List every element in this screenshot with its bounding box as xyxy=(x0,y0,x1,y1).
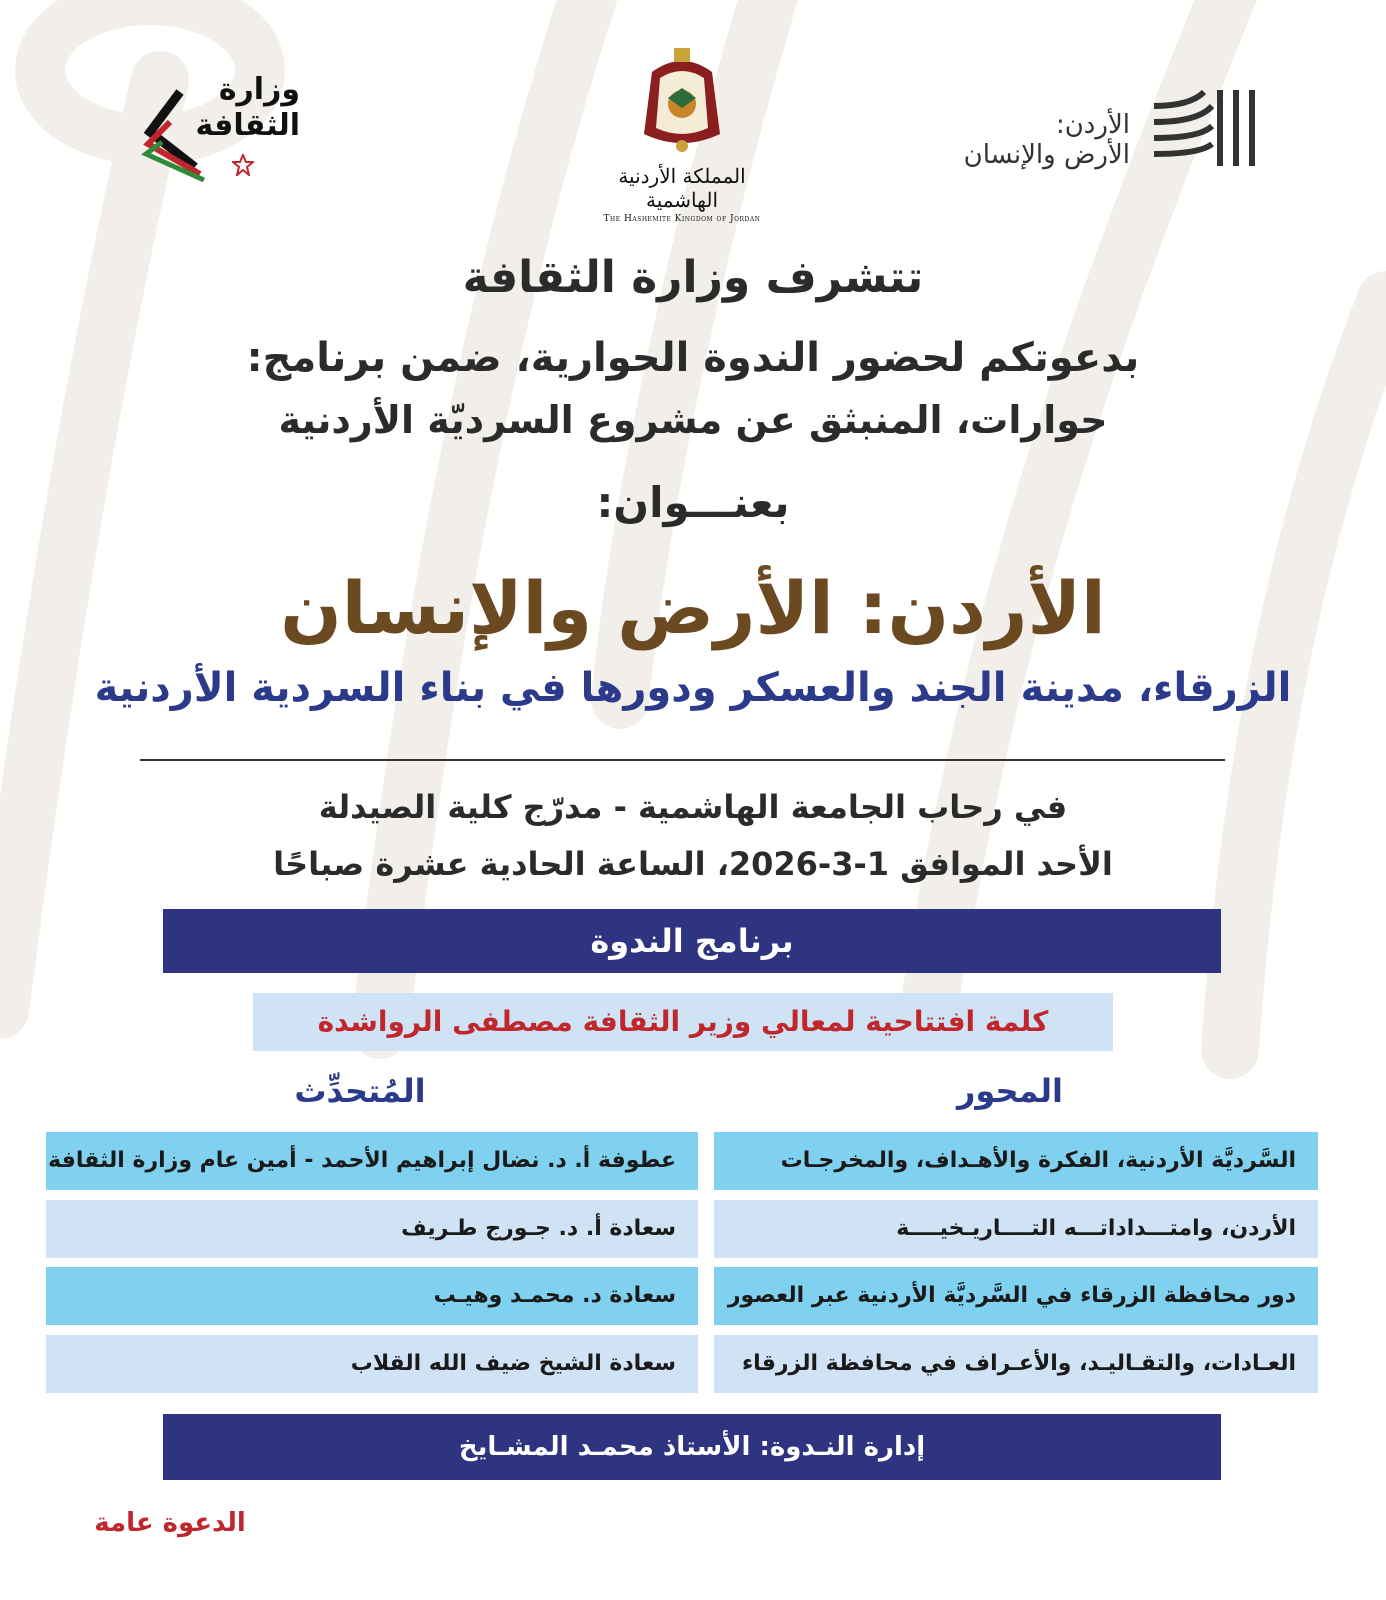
brand-logo-icon xyxy=(1150,86,1260,176)
coat-of-arms-icon xyxy=(634,42,730,158)
divider xyxy=(140,759,1225,761)
axis-cell: السَّرديَّة الأردنية، الفكرة والأهـداف، والمخرجـات xyxy=(714,1132,1318,1190)
invite-line: بدعوتكم لحضور الندوة الحوارية، ضمن برنامج: xyxy=(246,335,1140,381)
program-header-bar: برنامج الندوة xyxy=(163,909,1221,973)
subtitle: الزرقاء، مدينة الجند والعسكر ودورها في بناء السردية الأردنية xyxy=(94,665,1292,711)
ministry-logo-line1: وزارة xyxy=(218,72,300,107)
star-icon xyxy=(232,154,254,176)
axis-cell: دور محافظة الزرقاء في السَّرديَّة الأردنية عبر العصور xyxy=(714,1267,1318,1325)
venue-line: في رحاب الجامعة الهاشمية - مدرّج كلية الصيدلة xyxy=(318,788,1068,826)
host-line: تتشرف وزارة الثقافة xyxy=(462,252,924,303)
moderator-bar: إدارة النـدوة: الأستاذ محمـد المشـايخ xyxy=(163,1414,1221,1480)
kingdom-name-ar: المملكة الأردنية الهاشمية xyxy=(618,164,746,212)
ministry-logo-line2: الثقافة xyxy=(195,108,300,143)
date-line: الأحد الموافق 1-3-2026، الساعة الحادية عشرة صباحًا xyxy=(273,845,1113,883)
coat-of-arms xyxy=(582,42,782,222)
axis-cell: الأردن، وامتـــداداتـــه التــــاريـخيــــة xyxy=(714,1200,1318,1258)
title-label: بعنـــوان: xyxy=(596,478,790,527)
program-line: حوارات، المنبثق عن مشروع السرديّة الأردنية xyxy=(278,398,1108,442)
brand-text xyxy=(900,110,1130,170)
speaker-cell: عطوفة أ. د. نضال إبراهيم الأحمد - أمين عام وزارة الثقافة xyxy=(46,1132,698,1190)
brand-line1: الأردن: xyxy=(1055,110,1130,140)
ministry-of-culture-logo xyxy=(140,72,300,182)
speaker-column-heading: المُتحدِّث xyxy=(294,1072,426,1110)
axis-column-heading: المحور xyxy=(957,1072,1063,1110)
opening-remarks-bar: كلمة افتتاحية لمعالي وزير الثقافة مصطفى الرواشدة xyxy=(253,993,1113,1051)
kingdom-name-en: The Hashemite Kingdom of Jordan xyxy=(603,214,761,224)
public-invitation-note: الدعوة عامة xyxy=(94,1508,246,1538)
brand-line2: الأرض والإنسان xyxy=(963,140,1130,170)
speaker-cell: سعادة الشيخ ضيف الله القلاب xyxy=(46,1335,698,1393)
speaker-cell: سعادة د. محمـد وهيـب xyxy=(46,1267,698,1325)
speaker-cell: سعادة أ. د. جـورج طـريف xyxy=(46,1200,698,1258)
main-title: الأردن: الأرض والإنسان xyxy=(280,566,1106,650)
axis-cell: العـادات، والتقـاليـد، والأعـراف في محافظة الزرقاء xyxy=(714,1335,1318,1393)
